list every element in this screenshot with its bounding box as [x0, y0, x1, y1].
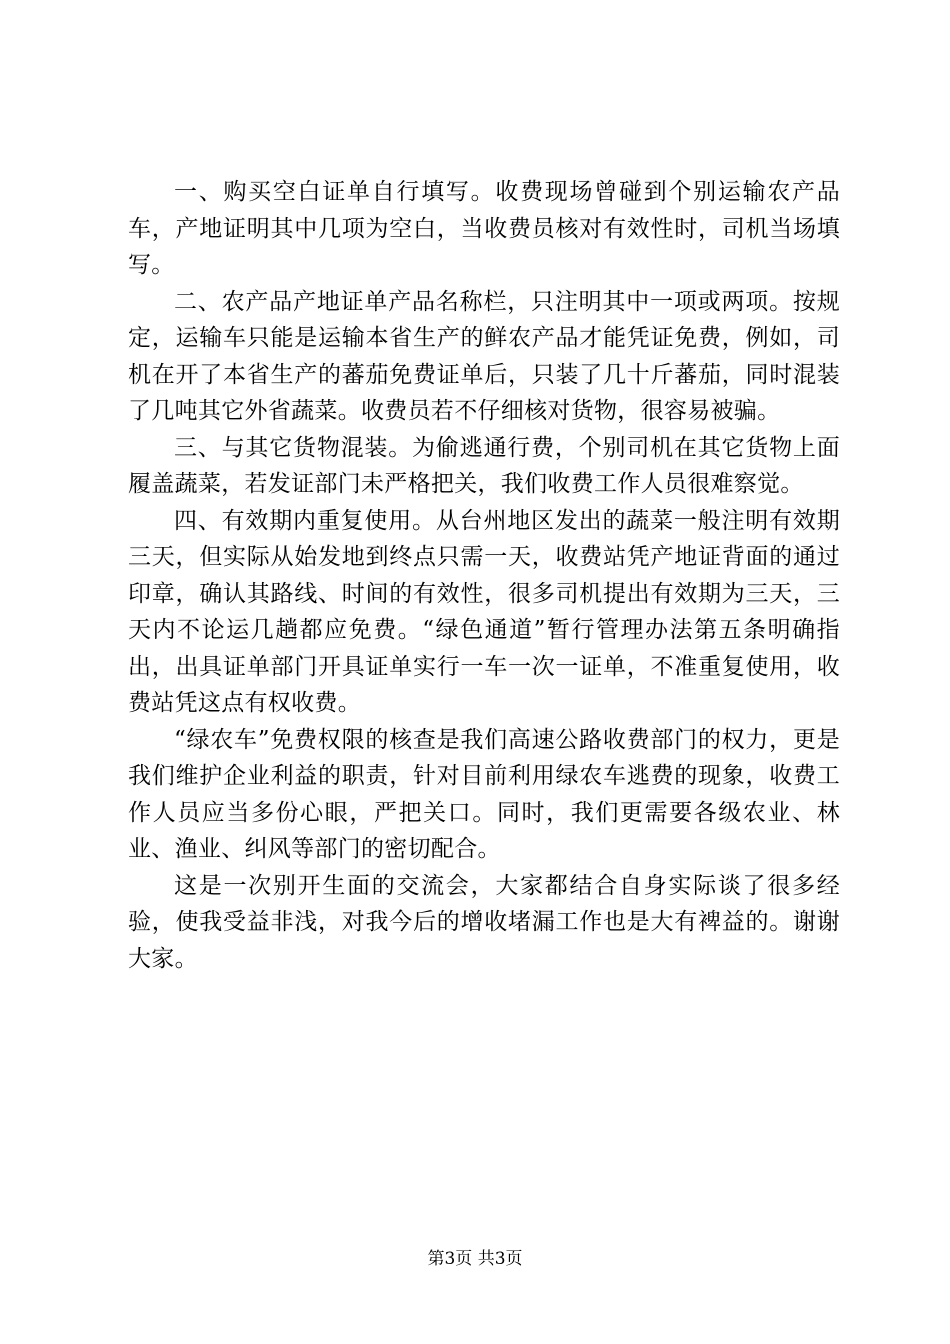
paragraph-3: 三、与其它货物混装。为偷逃通行费，个别司机在其它货物上面履盖蔬菜，若发证部门未严格把关，我们收费工作人员很难察觉。 [128, 434, 840, 497]
document-body [128, 174, 840, 977]
paragraph-5: “绿农车”免费权限的核查是我们高速公路收费部门的权力，更是我们维护企业利益的职责，针对目前利用绿农车逃费的现象，收费工作人员应当多份心眼，严把关口。同时，我们更需要各级农业、林业、渔业、纠风等部门的密切配合。 [128, 726, 840, 862]
paragraph-6: 这是一次别开生面的交流会，大家都结合自身实际谈了很多经验，使我受益非浅，对我今后的增收堵漏工作也是大有裨益的。谢谢大家。 [128, 872, 840, 972]
paragraph-1: 一、购买空白证单自行填写。收费现场曾碰到个别运输农产品车，产地证明其中几项为空白，当收费员核对有效性时，司机当场填写。 [128, 179, 840, 278]
paragraph-4: 四、有效期内重复使用。从台州地区发出的蔬菜一般注明有效期三天，但实际从始发地到终点只需一天，收费站凭产地证背面的通过印章，确认其路线、时间的有效性，很多司机提出有效期为三天，三天内不论运几趟都应免费。“绿色通道”暂行管理办法第五条明确指出，出具证单部门开具证单实行一车一次一证单，不准重复使用，收费站凭这点有权收费。 [128, 507, 840, 716]
paragraph-2: 二、农产品产地证单产品名称栏，只注明其中一项或两项。按规定，运输车只能是运输本省生产的鲜农产品才能凭证免费，例如，司机在开了本省生产的蕃茄免费证单后，只装了几十斤蕃茄，同时混装了几吨其它外省蔬菜。收费员若不仔细核对货物，很容易被骗。 [128, 288, 840, 424]
page-number-footer: 第3页 共3页 [427, 1249, 523, 1269]
